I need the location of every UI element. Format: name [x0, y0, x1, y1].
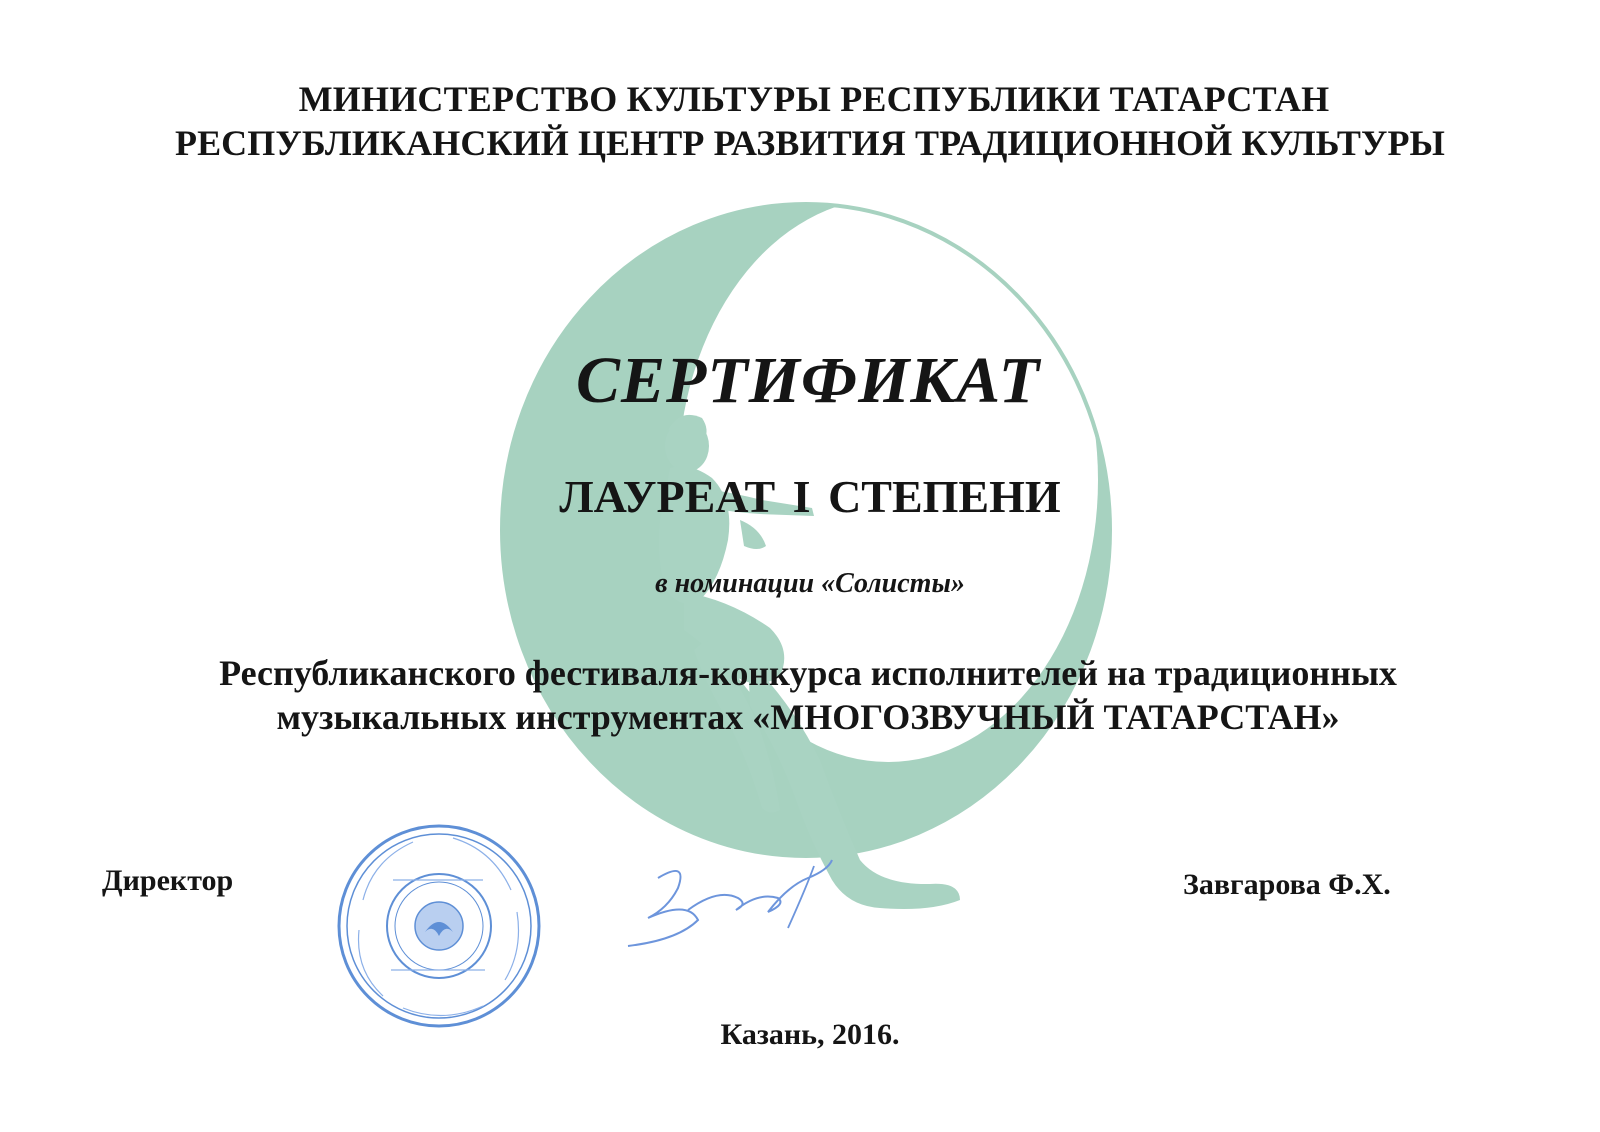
nomination: в номинации «Солисты» — [655, 568, 965, 599]
city-year: Казань, 2016. — [720, 1018, 900, 1051]
festival-line-1: Республиканского фестиваля-конкурса исполнителей на традиционных — [219, 653, 1397, 693]
laureate-degree: ЛАУРЕАТ I СТЕПЕНИ — [559, 471, 1061, 522]
festival-line-2: музыкальных инструментах «МНОГОЗВУЧНЫЙ ТАТАРСТАН» — [276, 697, 1340, 737]
certificate-title: СЕРТИФИКАТ — [575, 344, 1041, 417]
signer-name: Завгарова Ф.Х. — [1183, 868, 1391, 901]
director-label: Директор — [102, 864, 234, 897]
center-name: РЕСПУБЛИКАНСКИЙ ЦЕНТР РАЗВИТИЯ ТРАДИЦИОННОЙ КУЛЬТУРЫ — [174, 123, 1446, 163]
ministry-name: МИНИСТЕРСТВО КУЛЬТУРЫ РЕСПУБЛИКИ ТАТАРСТАН — [298, 79, 1330, 119]
